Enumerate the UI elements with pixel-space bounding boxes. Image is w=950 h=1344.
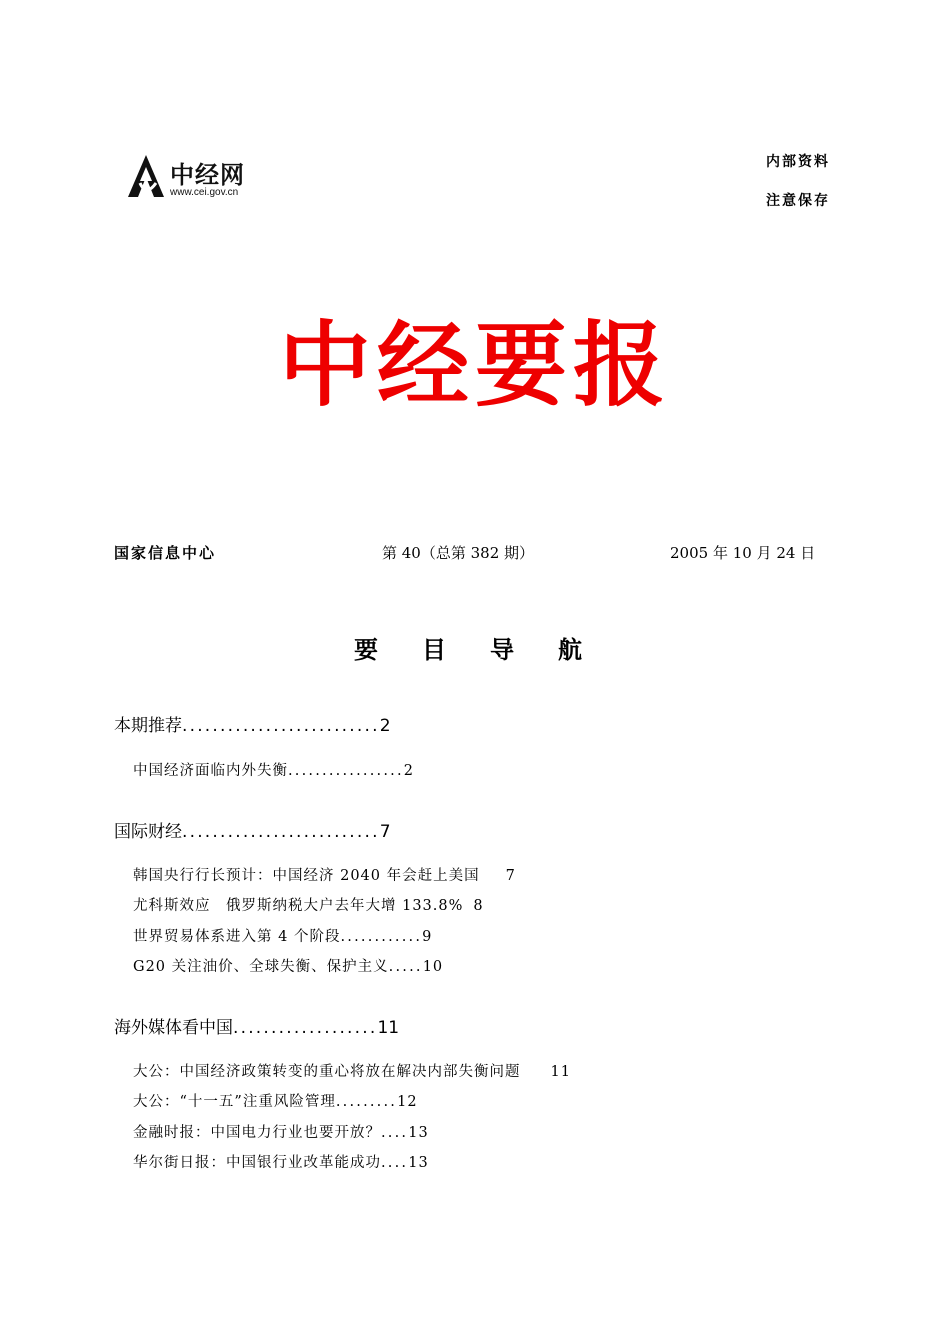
toc-item-page: 8 <box>473 898 484 914</box>
keep-safe-label: 注意保存 <box>766 193 830 209</box>
toc-heading-char: 航 <box>558 635 582 664</box>
cei-logo-icon <box>126 153 166 199</box>
toc-item[interactable] <box>133 864 516 885</box>
toc-section-page: 11 <box>377 1018 400 1038</box>
logo-name: 中经网 <box>170 161 245 189</box>
toc-leader-dots: .......................... <box>182 716 380 736</box>
toc-leader-dots: ............ <box>340 929 423 945</box>
toc-item-title: 大公：“十一五”注重风险管理 <box>133 1094 336 1110</box>
toc-item-title: G20 关注油价、全球失衡、保护主义 <box>133 959 389 975</box>
toc-section-page: 7 <box>379 822 391 842</box>
toc-section[interactable] <box>114 1013 399 1038</box>
toc-heading-char: 要 <box>354 635 378 664</box>
toc-section[interactable] <box>114 817 391 842</box>
toc-section-name: 本期推荐 <box>114 716 182 736</box>
toc-item[interactable] <box>133 1151 429 1172</box>
cei-logo <box>126 153 256 203</box>
toc-item-page: 11 <box>550 1064 571 1080</box>
toc-section-name: 海外媒体看中国 <box>114 1018 233 1038</box>
masthead-title: 中经要报 <box>278 312 671 419</box>
toc-item-title: 金融时报：中国电力行业也要开放？ <box>133 1125 381 1141</box>
toc-item[interactable] <box>133 1121 429 1142</box>
internal-material-label: 内部资料 <box>766 154 830 170</box>
toc-heading-char: 目 <box>422 635 446 664</box>
toc-heading <box>354 630 626 665</box>
toc-leader-dots: ................. <box>288 763 404 779</box>
toc-leader-dots: ......... <box>335 1094 398 1110</box>
toc-leader-dots: ..... <box>388 959 423 975</box>
toc-section[interactable] <box>114 711 391 736</box>
toc-section-page: 2 <box>379 716 391 736</box>
toc-item-page: 2 <box>403 763 414 779</box>
toc-leader-dots: .... <box>381 1125 409 1141</box>
toc-item-title: 中国经济面临内外失衡 <box>133 763 288 779</box>
toc-heading-char: 导 <box>490 635 514 664</box>
toc-item-page: 13 <box>408 1155 429 1171</box>
toc-item-title: 大公：中国经济政策转变的重心将放在解决内部失衡问题 <box>133 1064 521 1080</box>
toc-leader-dots: .......................... <box>182 822 380 842</box>
toc-item-page: 13 <box>408 1125 429 1141</box>
logo-url: www.cei.gov.cn <box>170 187 239 198</box>
toc-item[interactable] <box>133 1090 418 1111</box>
toc-item[interactable] <box>133 759 414 780</box>
toc-item-title: 华尔街日报：中国银行业改革能成功 <box>133 1155 381 1171</box>
toc-item-page: 9 <box>422 929 433 945</box>
toc-item[interactable] <box>133 925 432 946</box>
toc-leader-dots: ................... <box>233 1018 378 1038</box>
toc-item-title: 世界贸易体系进入第 4 个阶段 <box>133 929 341 945</box>
toc-section-name: 国际财经 <box>114 822 182 842</box>
toc-item-page: 10 <box>422 959 444 975</box>
toc-item-title: 尤科斯效应 俄罗斯纳税大户去年大增 133.8% <box>133 898 464 914</box>
toc-item-title: 韩国央行行长预计：中国经济 2040 年会赶上美国 <box>133 868 480 884</box>
issuing-organization: 国家信息中心 <box>114 544 217 562</box>
toc-item-page: 7 <box>505 868 516 884</box>
issue-number: 第 40（总第 382 期） <box>382 544 535 562</box>
toc-item[interactable] <box>133 955 443 976</box>
toc-item[interactable] <box>133 894 484 915</box>
toc-item[interactable] <box>133 1060 571 1081</box>
toc-leader-dots: .... <box>381 1155 409 1171</box>
toc-item-page: 12 <box>397 1094 418 1110</box>
issue-date: 2005 年 10 月 24 日 <box>670 544 816 562</box>
